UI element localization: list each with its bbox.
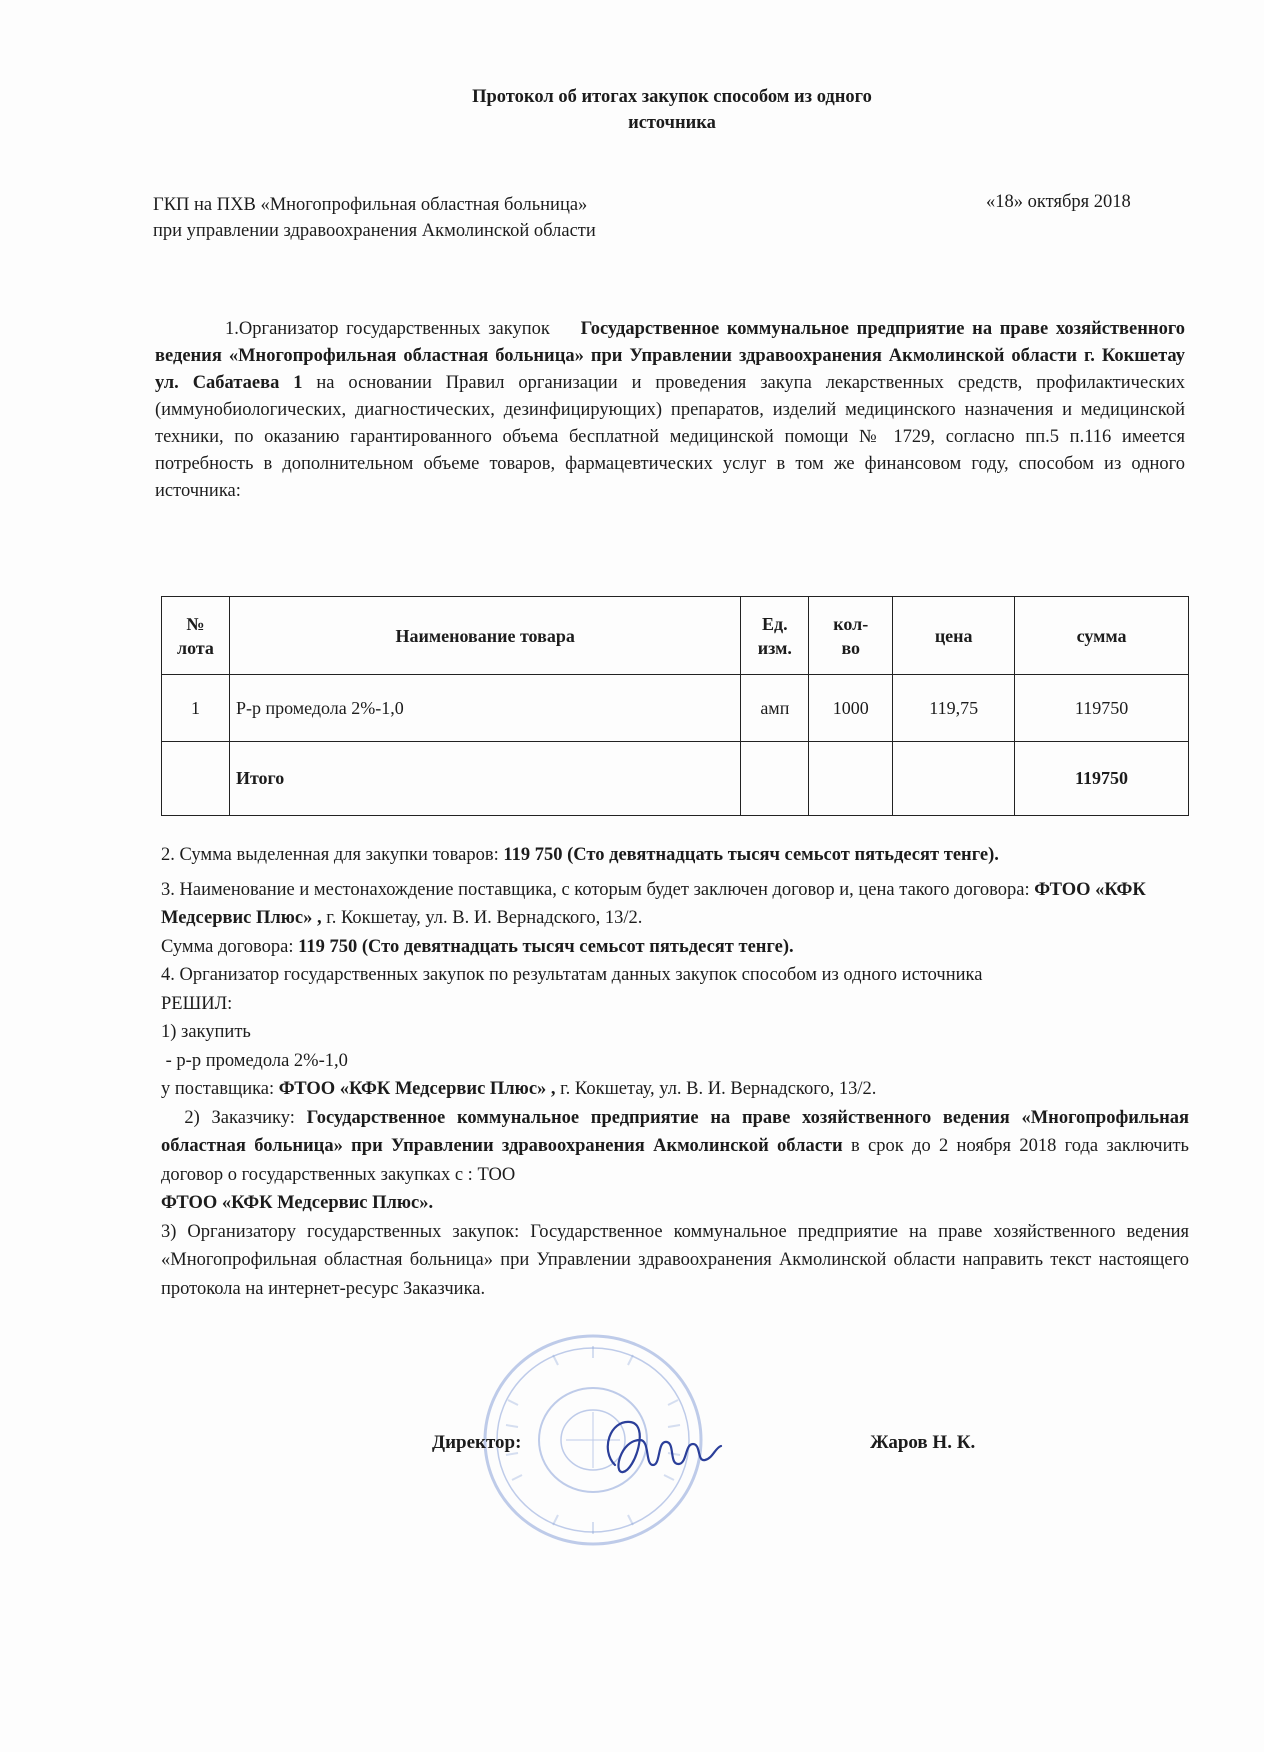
table-header-row — [162, 597, 1189, 675]
header-sum: сумма — [1015, 597, 1189, 675]
goods-table — [161, 596, 1189, 816]
paragraph-1 — [155, 316, 1185, 505]
document-date: «18» октября 2018 — [986, 192, 1131, 212]
cell-lot: 1 — [162, 675, 230, 742]
table-total-row — [162, 742, 1189, 816]
total-label: Итого — [229, 742, 740, 816]
header-name: Наименование товара — [229, 597, 740, 675]
section-2: 2. Сумма выделенная для закупки товаров: 119 750 (Сто девятнадцать тысяч семьсот пятьдесят тенге). — [161, 845, 999, 865]
header-price: цена — [893, 597, 1015, 675]
cell-price: 119,75 — [893, 675, 1015, 742]
title-line-2: источника — [628, 113, 716, 133]
org-line-2: при управлении здравоохранения Акмолинской области — [153, 221, 596, 241]
section-4-item3: 3) Организатору государственных закупок: Государственное коммунальное предприятие на праве хозяйственного ведения «Многопрофильная областная больница» при Управлении здравоохранения Акмолинской области направить текст настоящего протокола на интернет-ресурс Заказчика. — [161, 1221, 1189, 1299]
section-4-item2-supplier: ФТОО «КФК Медсервис Плюс». — [161, 1193, 434, 1213]
cell-unit: амп — [741, 675, 809, 742]
section-4-decided: РЕШИЛ: — [161, 993, 233, 1014]
para1-lead: 1.Организатор государственных закупок — [225, 319, 550, 339]
section-3-sum: Сумма договора: 119 750 (Сто девятнадцать тысяч семьсот пятьдесят тенге). — [161, 936, 794, 957]
section-4-item1: 1) закупить — [161, 1022, 251, 1042]
header-qty: кол- во — [809, 597, 893, 675]
para1-organizer: Государственное коммунальное предприятие на праве хозяйственного ведения «Многопрофильная областная больница» при Управлении здравоохранения Акмолинской области г. Кокшетау ул. Сабатаева 1 — [155, 319, 1186, 393]
total-sum: 119750 — [1015, 742, 1189, 816]
section-4-item1-product: - р-р промедола 2%-1,0 — [161, 1050, 348, 1071]
cell-qty: 1000 — [809, 675, 893, 742]
section-4-item2: 2) Заказчику: Государственное коммунальное предприятие на праве хозяйственного ведения «Многопрофильная областная больница» при Управлении здравоохранения Акмолинской области в срок до 2 ноября 2018 года заключить договор о государственных закупках с : ТОО — [161, 1107, 1190, 1185]
title-line-1: Протокол об итогах закупок способом из одного — [472, 87, 872, 107]
cell-sum: 119750 — [1015, 675, 1189, 742]
section-4-item1-supplier: у поставщика: ФТОО «КФК Медсервис Плюс» , г. Кокшетау, ул. В. И. Вернадского, 13/2. — [161, 1079, 877, 1099]
table-row — [162, 675, 1189, 742]
org-line-1: ГКП на ПХВ «Многопрофильная областная больница» — [153, 195, 588, 215]
director-label: Директор: — [432, 1432, 522, 1453]
header-unit: Ед. изм. — [741, 597, 809, 675]
director-name: Жаров Н. К. — [870, 1432, 976, 1453]
document-body — [161, 841, 1189, 1303]
para1-rest: на основании Правил организации и проведения закупа лекарственных средств, профилактических (иммунобиологических, диагностических, дезинфицирующих) препаратов, изделий медицинского назначения и медицинской техники, по оказанию гарантированного объема бесплатной медицинской помощи № 1729, согласно пп.5 п.116 имеется потребность в дополнительном объеме товаров, фармацевтических услуг в том же финансовом году, способом из одного источника: — [155, 373, 1185, 501]
document-title — [0, 84, 1264, 136]
section-3: 3. Наименование и местонахождение поставщика, с которым будет заключен договор и, цена такого договора: ФТОО «КФК Медсервис Плюс» , г. Кокшетау, ул. В. И. Вернадского, 13/2. — [161, 879, 1146, 928]
organization-header — [153, 192, 596, 244]
cell-name: Р-р промедола 2%-1,0 — [229, 675, 740, 742]
header-lot: № лота — [162, 597, 230, 675]
director-signature — [595, 1410, 725, 1490]
section-4: 4. Организатор государственных закупок по результатам данных закупок способом из одного источника — [161, 965, 983, 985]
